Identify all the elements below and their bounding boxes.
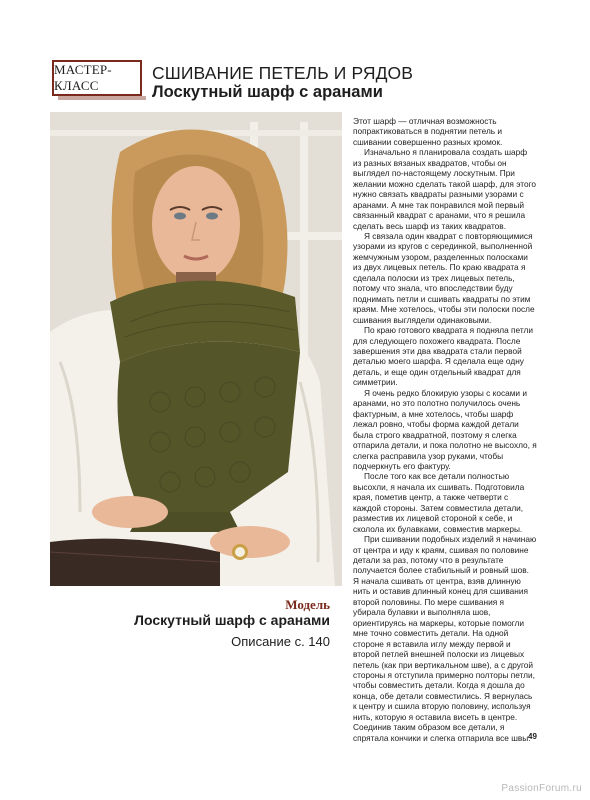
article-paragraph: Я очень редко блокирую узоры с косами и аранами, но это полотно получилось очень фактурным, а мне хотелось, чтобы шарф лежал ровно, чтобы форма каждой детали была строго квадратной, поэтому я слегка отпарила детали, и пока полотно не высохло, я слегка расправила узор руками, чтобы подчеркнуть его фактуру. <box>353 387 537 471</box>
watermark: PassionForum.ru <box>501 783 582 794</box>
article-paragraph: При сшивании подобных изделий я начинаю от центра и иду к краям, сшивая по половине детали за раз, потому что в результате получается более стабильный и ровный шов. Я начала сшивать от центра, взяв длинную нить и оставив длинный конец для сшивания второй половины. По мере сшивания я убирала булавки и выполняла шов, ориентируясь на маркеры, которые помогли мне точно совместить детали. На одной стороне я вставила иглу между первой и второй петлей внешней полоски из лицевых петель (как при вертикальном шве), а с другой стороны я отступила примерно полторы петли, чтобы совместить детали. Когда я дошла до конца, обе детали совместились. Я вернулась к центру и сшила вторую половину, используя нить, которую я оставила висеть в центре. Соединив таким образом все детали, я спрятала кончики и слегка отпарила все швы. <box>353 534 537 743</box>
section-badge-label: МАСТЕР-КЛАСС <box>54 62 112 93</box>
page-subtitle: Лоскутный шарф с аранами <box>152 83 383 101</box>
caption-model-name: Лоскутный шарф с аранами <box>134 612 330 628</box>
caption-description-ref: Описание с. 140 <box>231 634 330 649</box>
article-text <box>353 116 537 743</box>
article-paragraph: После того как все детали полностью высохли, я начала их сшивать. Подготовила края, пометив центр, а также четверти с каждой стороны. Затем совместила детали, разместив их лицевой стороной к себе, и сколола их булавками, совместив маркеры. <box>353 471 525 534</box>
model-photo-illustration <box>50 112 342 586</box>
page-number: 49 <box>528 732 537 741</box>
article-paragraph: Изначально я планировала создать шарф из разных вязаных квадратов, чтобы он выглядел по-настоящему лоскутным. При желании можно сделать такой шарф, для этого нужно связать квадраты разными узорами с аранами. А мне так понравился мой первый связанный квадрат с аранами, что я решила сделать весь шарф из таких квадратов. <box>353 147 537 231</box>
model-photo <box>50 112 342 586</box>
section-badge <box>52 60 142 96</box>
article-paragraph: Я связала один квадрат с повторяющимися узорами из кругов с серединкой, выполненной жемчужным узором, разделенных полосками из двух лицевых петель. По краю квадрата я сделала полоски из трех лицевых петель, потому что знала, что впоследствии буду поднимать петли и сшивать квадраты по этим краям. Мне хотелось, чтобы эти полоски после сшивания выглядели одинаковыми. <box>353 230 535 325</box>
article-paragraph: Этот шарф — отличная возможность попрактиковаться в поднятии петель и сшивании совершенно разных кромок. <box>353 116 503 147</box>
article-paragraph: По краю готового квадрата я подняла петли для следующего похожего квадрата. После завершения эти два квадрата стали первой деталью моего шарфа. Я сделала еще одну деталь, и еще один отдельный квадрат для симметрии. <box>353 325 533 388</box>
caption-model-label: Модель <box>285 597 330 612</box>
page-title: СШИВАНИЕ ПЕТЕЛЬ И РЯДОВ <box>152 63 414 83</box>
